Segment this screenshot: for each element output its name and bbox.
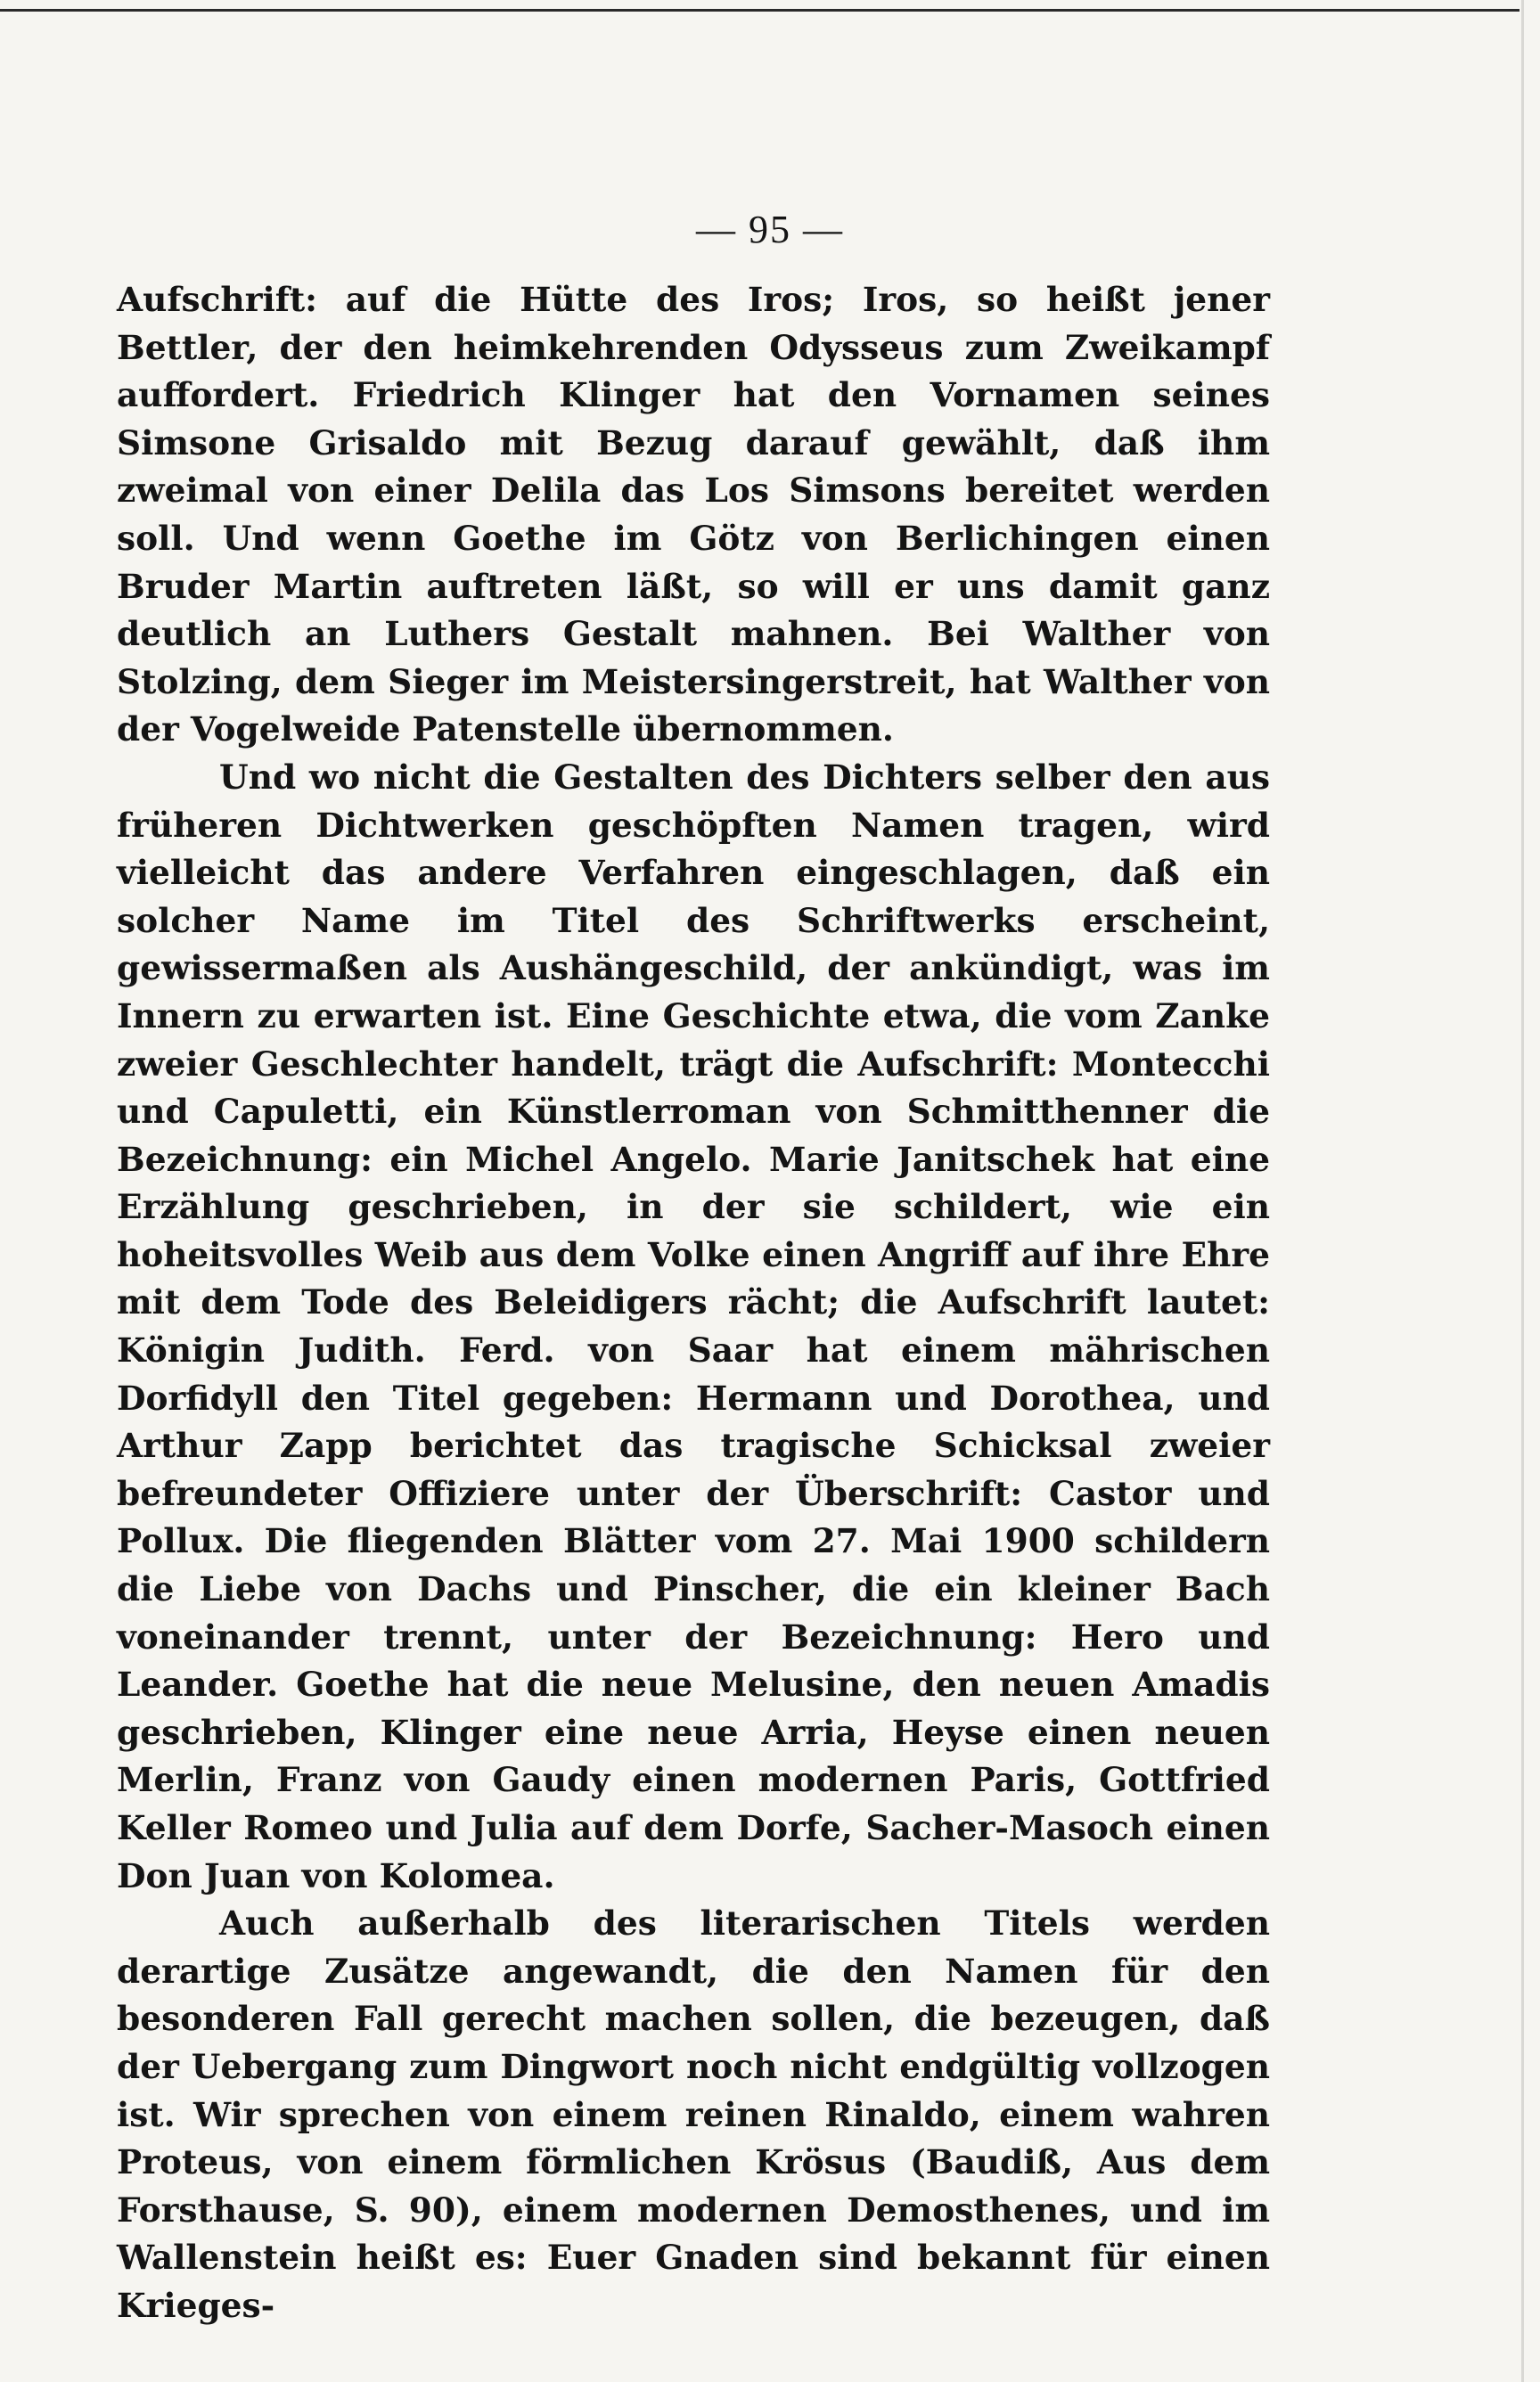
paragraph: Auch außerhalb des literarischen Titels werden derartige Zusätze angewandt, die den Namen für den besonderen Fall gerecht machen sollen, die bezeugen, daß der Uebergang zum Dingwort noch nicht endgültig vollzogen ist. Wir sprechen von einem reinen Rinaldo, einem wahren Proteus, von einem förmlichen Krösus (Baudiß, Aus dem Forsthause, S. 90), einem modernen Demosthenes, und im Wallenstein heißt es: Euer Gnaden sind bekannt für einen Krieges- [117, 1903, 1270, 2325]
page-number: — 95 — [696, 208, 844, 251]
top-edge-rule [0, 9, 1520, 12]
paragraph-continued: Aufschrift: auf die Hütte des Iros; Iros, so heißt jener Bettler, der den heimkehrenden Odysseus zum Zweikampf auffordert. Friedrich Klinger hat den Vornamen seines Simsone Grisaldo mit Bezug darauf gewählt, daß ihm zweimal von einer Delila das Los Simsons bereitet werden soll. Und wenn Goethe im Götz von Berlichingen einen Bruder Martin auftreten läßt, so will er uns damit ganz deutlich an Luthers Gestalt mahnen. Bei Walther von Stolzing, dem Sieger im Meistersingerstreit, hat Walther von der Vogelweide Patenstelle übernommen. [117, 280, 1270, 749]
page-edge-shadow [1521, 0, 1524, 2382]
paragraph: Und wo nicht die Gestalten des Dichters selber den aus früheren Dichtwerken geschöpften Namen tragen, wird vielleicht das andere Verfahren eingeschlagen, daß ein solcher Name im Titel des Schriftwerks erscheint, gewissermaßen als Aushängeschild, der ankündigt, was im Innern zu erwarten ist. Eine Geschichte etwa, die vom Zanke zweier Geschlechter handelt, trägt die Aufschrift: Montecchi und Capuletti, ein Künstlerroman von Schmitthenner die Bezeichnung: ein Michel Angelo. Marie Janitschek hat eine Erzählung geschrieben, in der sie schildert, wie ein hoheitsvolles Weib aus dem Volke einen Angriff auf ihre Ehre mit dem Tode des Beleidigers rächt; die Aufschrift lautet: Königin Judith. Ferd. von Saar hat einem mährischen Dorfidyll den Titel gegeben: Hermann und Dorothea, und Arthur Zapp berichtet das tragische Schicksal zweier befreundeter Offiziere unter der Überschrift: Castor und Pollux. Die fliegenden Blätter vom 27. Mai 1900 schildern die Liebe von Dachs und Pinscher, die ein kleiner Bach voneinander trennt, unter der Bezeichnung: Hero und Leander. Goethe hat die neue Melusine, den neuen Amadis geschrieben, Klinger eine neue Arria, Heyse einen neuen Merlin, Franz von Gaudy einen modernen Paris, Gottfried Keller Romeo und Julia auf dem Dorfe, Sacher-Masoch einen Don Juan von Kolomea. [117, 757, 1270, 1895]
body-text [117, 276, 1270, 2330]
